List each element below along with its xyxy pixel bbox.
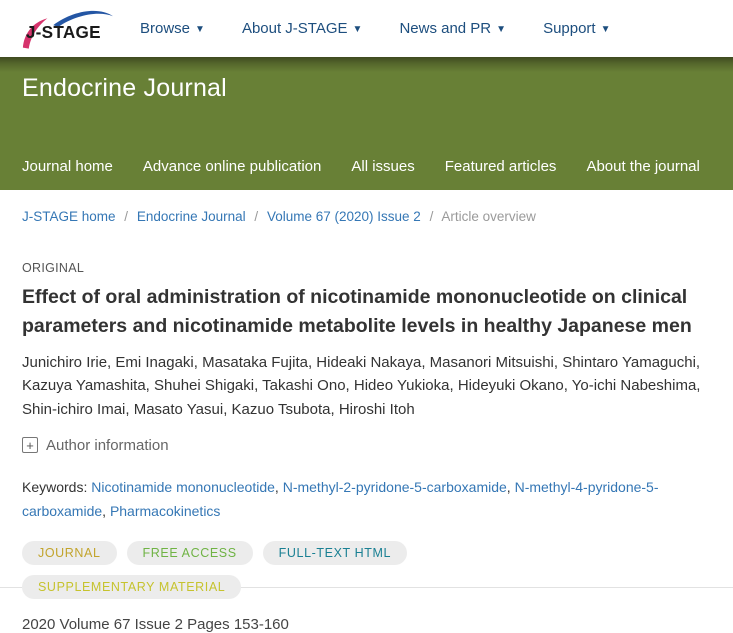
author-information-label: Author information (46, 436, 169, 454)
breadcrumb-jstage-home[interactable]: J-STAGE home (22, 209, 116, 224)
article-overview (0, 209, 733, 633)
site-top-bar (0, 0, 733, 57)
chevron-down-icon: ▼ (195, 23, 205, 35)
topnav-news-and-pr[interactable] (399, 20, 506, 37)
keyword-link[interactable]: Nicotinamide mononucleotide (91, 478, 275, 495)
breadcrumb (22, 209, 711, 224)
topnav-about-jstage[interactable] (242, 20, 363, 37)
badge-full-text-html: FULL-TEXT HTML (263, 541, 407, 565)
keywords-label: Keywords: (22, 478, 88, 495)
article-title: Effect of oral administration of nicotinamide mononucleotide on clinical parameters and nicotinamide metabolite levels in healthy Japanese men (22, 286, 692, 338)
journal-navigation (0, 158, 733, 190)
chevron-down-icon: ▼ (496, 23, 507, 35)
plus-icon: + (22, 437, 38, 453)
keyword-link[interactable]: Pharmacokinetics (109, 503, 221, 520)
chevron-down-icon: ▼ (600, 23, 611, 35)
keyword-link[interactable]: N-methyl-2-pyridone-5-carboxamide (282, 478, 507, 495)
citation-info: 2020 Volume 67 Issue 2 Pages 153-160 (22, 615, 289, 633)
logo-text: J-STAGE (25, 21, 101, 42)
badge-journal: JOURNAL (22, 541, 117, 565)
top-navigation (140, 20, 611, 37)
author-list: Junichiro Irie, Emi Inagaki, Masataka Fujita, Hideaki Nakaya, Masanori Mitsuishi, Shintaro Yamaguchi, Kazuya Yamashita, Shuhei Shigaki, Takashi Ono, Hideo Yukioka, Hideyuki Okano, Yo-ichi Nabeshima, Shin-ichiro Imai, Masato Yasui, Kazuo Tsubota, Hiroshi Itoh (22, 353, 701, 418)
topnav-label: News and PR (399, 20, 492, 37)
breadcrumb-separator: / (124, 209, 129, 224)
jstage-logo[interactable] (18, 9, 116, 49)
tab-featured-articles[interactable]: Featured articles (444, 158, 557, 175)
tab-advance-online-publication[interactable]: Advance online publication (142, 158, 322, 175)
breadcrumb-current: Article overview (441, 209, 536, 224)
topnav-support[interactable] (543, 20, 610, 37)
breadcrumb-journal[interactable]: Endocrine Journal (136, 209, 246, 224)
keywords-section (22, 475, 711, 524)
breadcrumb-issue[interactable]: Volume 67 (2020) Issue 2 (266, 209, 421, 224)
chevron-down-icon: ▼ (352, 23, 363, 35)
badge-free-access: FREE ACCESS (127, 541, 253, 565)
topnav-label: Browse (140, 20, 191, 37)
tab-all-issues[interactable]: All issues (351, 158, 415, 175)
journal-banner (0, 57, 733, 190)
topnav-label: Support (543, 20, 596, 37)
badge-supplementary-material: SUPPLEMENTARY MATERIAL (22, 575, 241, 599)
topnav-label: About J-STAGE (241, 20, 348, 37)
tab-about-the-journal[interactable]: About the journal (586, 158, 700, 175)
journal-title: Endocrine Journal (22, 74, 227, 102)
breadcrumb-separator: / (429, 209, 434, 224)
topnav-browse[interactable] (140, 20, 205, 37)
breadcrumb-separator: / (254, 209, 259, 224)
article-type-label: ORIGINAL (22, 261, 85, 275)
badge-row (22, 541, 502, 599)
keyword-link[interactable]: N-methyl-4-pyridone-5-carboxamide (22, 478, 659, 520)
author-information-toggle[interactable] (22, 437, 169, 454)
tab-journal-home[interactable]: Journal home (22, 158, 113, 175)
